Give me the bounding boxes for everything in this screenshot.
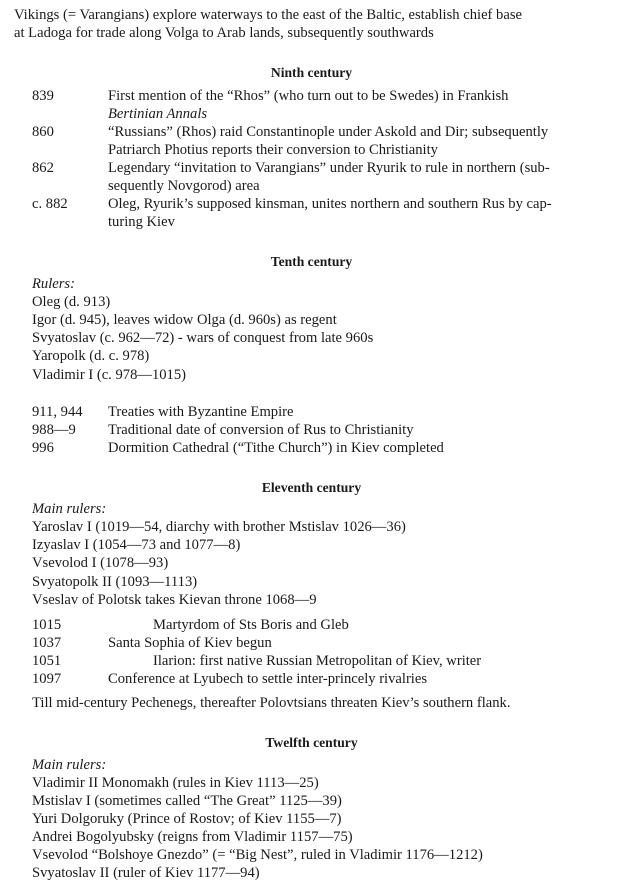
event-line: Patriarch Photius reports their conversion to Christianity [108, 142, 438, 159]
event-line: Conference at Lyubech to settle inter-princely rivalries [108, 671, 428, 687]
event-line: Martyrdom of Sts Boris and Gleb [153, 617, 349, 633]
event-date: 862 [32, 160, 54, 176]
event-description [108, 123, 548, 159]
section-heading-twelfth: Twelfth century [265, 735, 358, 750]
ruler-entry: Svyatoslav II (ruler of Kiev 1177—94) [32, 865, 260, 881]
event-line: Legendary “invitation to Varangians” under Ryurik to rule in northern (sub- [108, 160, 550, 176]
ruler-entry: Mstislav I (sometimes called “The Great” 1125—39) [32, 793, 342, 809]
ruler-entry: Andrei Bogolyubsky (reigns from Vladimir 1157—75) [32, 829, 353, 845]
event-line: First mention of the “Rhos” (who turn out to be Swedes) in Frankish [108, 88, 509, 104]
ruler-entry: Svyatoslav (c. 962—72) - wars of conquest from late 960s [32, 330, 374, 346]
ruler-entry: Igor (d. 945), leaves widow Olga (d. 960s) as regent [32, 312, 337, 328]
ruler-entry: Yuri Dolgoruky (Prince of Rostov; of Kiev 1155—7) [32, 811, 342, 827]
section-heading-ninth: Ninth century [270, 65, 353, 80]
ruler-entry: Svyatopolk II (1093—1113) [32, 574, 198, 590]
event-date: 1097 [32, 671, 62, 687]
ruler-entry: Vladimir II Monomakh (rules in Kiev 1113—25) [32, 775, 319, 791]
event-date: 911, 944 [32, 404, 83, 420]
rulers-label: Main rulers: [32, 501, 107, 517]
event-line: Bertinian Annals [108, 106, 208, 123]
ruler-entry: Vsevolod I (1078—93) [32, 555, 169, 571]
event-line: Treaties with Byzantine Empire [108, 404, 294, 420]
ruler-entry: Yaropolk (d. c. 978) [32, 348, 150, 364]
event-line: sequently Novgorod) area [108, 178, 260, 195]
event-description [108, 439, 444, 457]
ruler-entry: Vseslav of Polotsk takes Kievan throne 1068—9 [32, 592, 317, 608]
event-line: Oleg, Ryurik’s supposed kinsman, unites northern and southern Rus by cap- [108, 196, 552, 212]
event-date: 988—9 [32, 422, 76, 438]
event-line: turing Kiev [108, 214, 175, 231]
section-heading-tenth: Tenth century [270, 254, 353, 269]
intro-paragraph [14, 6, 623, 42]
event-description [108, 195, 552, 231]
event-line: Dormition Cathedral (“Tithe Church”) in Kiev completed [108, 440, 444, 456]
section-note: Till mid-century Pechenegs, thereafter Polovtsians threaten Kiev’s southern flank. [32, 695, 511, 711]
event-description [108, 403, 294, 421]
event-line: Ilarion: first native Russian Metropolitan of Kiev, writer [153, 653, 482, 669]
event-date: c. 882 [32, 196, 68, 212]
event-date: 1051 [32, 653, 62, 669]
event-line: “Russians” (Rhos) raid Constantinople under Askold and Dir; subsequently [108, 124, 549, 140]
ruler-entry: Vsevolod “Bolshoye Gnezdo” (= “Big Nest”, ruled in Vladimir 1176—1212) [32, 847, 483, 863]
rulers-label: Main rulers: [32, 757, 107, 773]
event-description [153, 616, 349, 634]
event-line: Traditional date of conversion of Rus to Christianity [108, 422, 414, 438]
section-heading-eleventh: Eleventh century [261, 480, 362, 495]
ruler-entry: Oleg (d. 913) [32, 294, 111, 310]
event-description [108, 87, 508, 123]
event-description [153, 652, 481, 670]
event-description [108, 159, 550, 195]
event-date: 860 [32, 124, 54, 140]
event-date: 996 [32, 440, 54, 456]
event-description [108, 670, 427, 688]
event-line: Santa Sophia of Kiev begun [108, 635, 272, 651]
ruler-entry: Izyaslav I (1054—73 and 1077—8) [32, 537, 241, 553]
rulers-label: Rulers: [32, 276, 75, 292]
intro-line: at Ladoga for trade along Volga to Arab lands, subsequently southwards [14, 25, 434, 42]
event-date: 839 [32, 88, 54, 104]
ruler-entry: Vladimir I (c. 978—1015) [32, 367, 187, 383]
intro-line: Vikings (= Varangians) explore waterways to the east of the Baltic, establish chief base [14, 7, 522, 23]
event-description [108, 634, 272, 652]
event-description [108, 421, 414, 439]
event-date: 1037 [32, 635, 62, 651]
event-date: 1015 [32, 617, 62, 633]
ruler-entry: Yaroslav I (1019—54, diarchy with brother Mstislav 1026—36) [32, 519, 406, 535]
